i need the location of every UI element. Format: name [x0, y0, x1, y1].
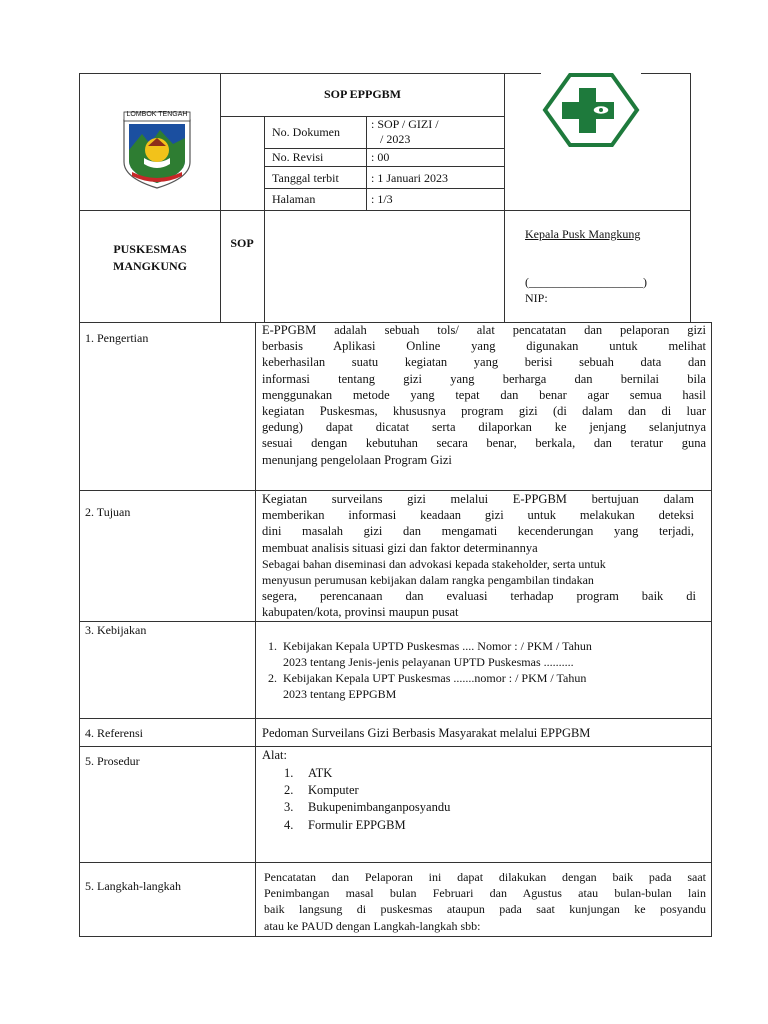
signatory-title: Kepala Pusk Mangkung [525, 227, 641, 241]
section-label-pengertian: 1. Pengertian [85, 331, 149, 345]
prosedur-item-text: ATK [308, 766, 333, 780]
field-value-tanggal-terbit: : 1 Januari 2023 [371, 171, 448, 185]
sop-label: SOP [230, 236, 254, 250]
kebijakan-item-number: 1. [268, 639, 277, 653]
tujuan-line: memberikan informasi keadaan gizi untuk melakukan deteksi [262, 508, 694, 523]
prosedur-item-text: Formulir EPPGBM [308, 818, 406, 832]
pengertian-line: menggunakan metode yang tepat dan benar agar semua hasil [262, 387, 706, 402]
field-label-no-revisi: No. Revisi [272, 150, 324, 164]
field-label-tanggal-terbit: Tanggal terbit [272, 171, 339, 185]
pengertian-line: keberhasilan suatu kegiatan yang berisi sebuah data dan [262, 355, 706, 370]
prosedur-item-number: 1. [284, 766, 294, 780]
pengertian-line: berbasis Aplikasi Online yang digunakan untuk melihat [262, 339, 706, 354]
field-value-halaman: : 1/3 [371, 192, 393, 206]
prosedur-intro: Alat: [262, 748, 287, 762]
pengertian-line: E-PPGBM adalah sebuah tols/ alat pencatatan dan pelaporan gizi [262, 323, 706, 337]
tujuan-line: menyusun perumusan kebijakan dalam rangka pengambilan tindakan [262, 573, 594, 588]
institution-name-line1: PUSKESMAS [113, 242, 187, 256]
tujuan-line: Kegiatan surveilans gizi melalui E-PPGBM bertujuan dalam [262, 492, 694, 506]
tujuan-line: membuat analisis situasi gizi dan faktor determinannya [262, 540, 538, 555]
kebijakan-item-number: 2. [268, 671, 277, 685]
kebijakan-item-line2: 2023 tentang EPPGBM [283, 687, 397, 701]
region-label: LOMBOK TENGAH [126, 111, 188, 118]
section-body-referensi: Pedoman Surveilans Gizi Berbasis Masyarakat melalui EPPGBM [262, 726, 591, 740]
regency-emblem [118, 110, 196, 190]
prosedur-item-number: 4. [284, 818, 294, 832]
tujuan-line: segera, perencanaan dan evaluasi terhadap program baik di [262, 589, 696, 604]
puskesmas-logo [541, 72, 641, 148]
section-body-langkah [264, 869, 706, 934]
section-label-langkah: 5. Langkah-langkah [85, 879, 181, 893]
langkah-line: baik langsung di puskesmas ataupun pada saat kunjungan ke posyandu [264, 902, 706, 917]
prosedur-item-text: Komputer [308, 783, 359, 797]
kebijakan-item-line1: Kebijakan Kepala UPT Puskesmas .......nomor : / PKM / Tahun [283, 671, 587, 685]
section-body-pengertian [262, 322, 706, 468]
tujuan-line: Sebagai bahan diseminasi dan advokasi kepada stakeholder, serta untuk [262, 556, 606, 571]
pengertian-line: kegiatan Puskesmas, khususnya program gizi (di dalam dan di luar [262, 404, 706, 419]
institution-name-line2: MANGKUNG [113, 259, 187, 273]
document-title: SOP EPPGBM [323, 87, 401, 101]
prosedur-item-number: 2. [284, 783, 294, 797]
field-label-no-dokumen: No. Dokumen [272, 125, 340, 139]
prosedur-item-text: Bukupenimbanganposyandu [308, 800, 451, 814]
section-label-prosedur: 5. Prosedur [85, 754, 140, 768]
kebijakan-item-line1: Kebijakan Kepala UPTD Puskesmas .... Nomor : / PKM / Tahun [283, 639, 592, 653]
signature-blank: (___________________) [525, 275, 647, 289]
field-value-no-revisi: : 00 [371, 150, 390, 164]
section-body-tujuan [262, 491, 694, 621]
tujuan-line: kabupaten/kota, provinsi maupun pusat [262, 605, 459, 620]
kebijakan-item-line2: 2023 tentang Jenis-jenis pelayanan UPTD Puskesmas .......... [283, 655, 574, 669]
pengertian-line: menunjang pengelolaan Program Gizi [262, 452, 452, 467]
langkah-line: Pencatatan dan Pelaporan ini dapat dilakukan dengan baik pada saat [264, 870, 706, 884]
section-label-referensi: 4. Referensi [85, 726, 143, 740]
tujuan-line: dini masalah gizi dan mengamati kecenderungan yang terjadi, [262, 524, 694, 539]
pengertian-line: sesuai dengan kebutuhan secara benar, berkala, dan teratur guna [262, 436, 706, 451]
nip-label: NIP: [525, 291, 548, 305]
prosedur-item-number: 3. [284, 800, 294, 814]
field-value-no-dokumen-line1: : SOP / GIZI / [371, 117, 439, 131]
pengertian-line: gedung) dapat dicatat serta dilaporkan ke jenjang selanjutnya [262, 420, 706, 435]
section-label-tujuan: 2. Tujuan [85, 505, 131, 519]
langkah-line: Penimbangan masal bulan Februari dan Agustus atau bulan-bulan lain [264, 886, 706, 901]
section-label-kebijakan: 3. Kebijakan [85, 623, 147, 637]
langkah-line: atau ke PAUD dengan Langkah-langkah sbb: [264, 918, 481, 933]
field-label-halaman: Halaman [272, 192, 316, 206]
field-value-no-dokumen-line2: / 2023 [380, 132, 411, 146]
pengertian-line: informasi tentang gizi yang berharga dan bernilai bila [262, 371, 706, 386]
